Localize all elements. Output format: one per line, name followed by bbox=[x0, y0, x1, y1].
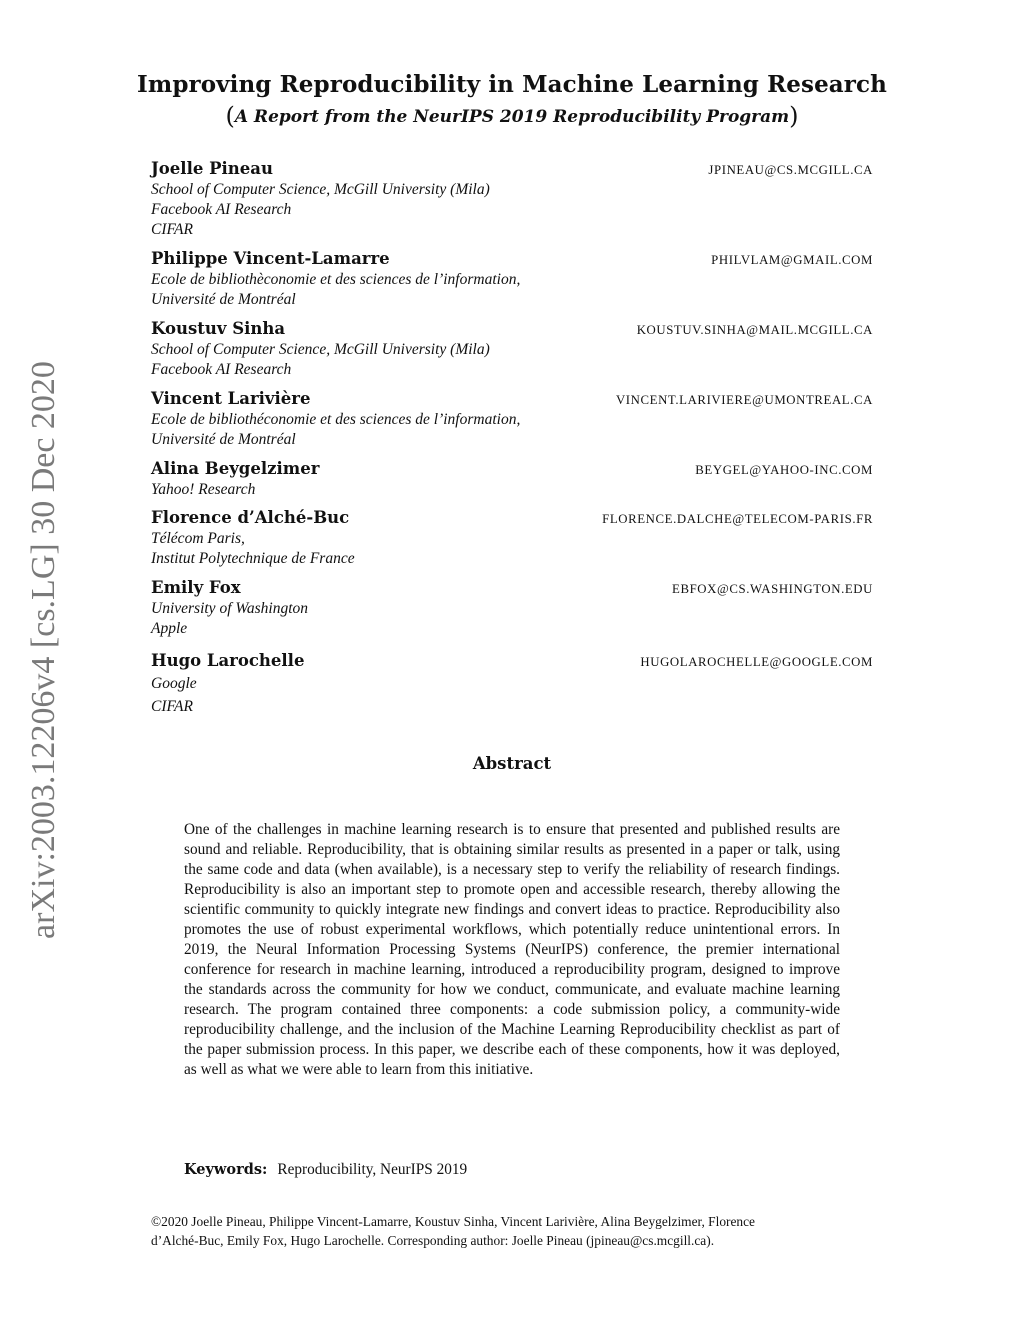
author-affiliation: Institut Polytechnique de France bbox=[151, 550, 355, 567]
copyright-footnote bbox=[151, 1212, 853, 1250]
author-affiliation: CIFAR bbox=[151, 221, 193, 238]
keywords-label: Keywords: bbox=[184, 1161, 268, 1178]
paper-subtitle bbox=[0, 103, 1024, 130]
author-email[interactable]: EBFOX@CS.WASHINGTON.EDU bbox=[672, 582, 873, 596]
author-affiliation: Facebook AI Research bbox=[151, 361, 292, 378]
copyright-line: d’Alché-Buc, Emily Fox, Hugo Larochelle. Corresponding author: Joelle Pineau (jpineau@cs.mcgill.ca). bbox=[151, 1233, 715, 1248]
author-email[interactable]: JPINEAU@CS.MCGILL.CA bbox=[708, 163, 873, 177]
author-affiliation: Ecole de bibliothéconomie et des sciences de l’information, bbox=[151, 411, 521, 428]
author-affiliation: University of Washington bbox=[151, 600, 309, 617]
paper-title: Improving Reproducibility in Machine Learning Research bbox=[137, 71, 887, 98]
arxiv-identifier-stamp[interactable]: arXiv:2003.12206v4 [cs.LG] 30 Dec 2020 bbox=[25, 361, 62, 939]
author-email[interactable]: KOUSTUV.SINHA@MAIL.MCGILL.CA bbox=[636, 323, 873, 337]
subtitle-open-paren: ( bbox=[225, 102, 235, 130]
author-email[interactable]: BEYGEL@YAHOO-INC.COM bbox=[695, 463, 873, 477]
author-affiliation: Université de Montréal bbox=[151, 291, 296, 308]
author-name: Hugo Larochelle bbox=[151, 651, 305, 670]
author-name: Vincent Larivière bbox=[151, 389, 311, 408]
author-affiliation: Facebook AI Research bbox=[151, 201, 292, 218]
author-block bbox=[151, 388, 873, 450]
author-name: Emily Fox bbox=[151, 578, 241, 597]
author-name: Joelle Pineau bbox=[151, 159, 273, 178]
author-block bbox=[151, 158, 873, 240]
author-affiliation: School of Computer Science, McGill University (Mila) bbox=[151, 341, 490, 358]
author-affiliation: School of Computer Science, McGill University (Mila) bbox=[151, 181, 490, 198]
copyright-line: ©2020 Joelle Pineau, Philippe Vincent-Lamarre, Koustuv Sinha, Vincent Larivière, Alina Beygelzimer, Florence bbox=[151, 1214, 756, 1229]
author-affiliation: Université de Montréal bbox=[151, 431, 296, 448]
author-affiliation: Yahoo! Research bbox=[151, 481, 256, 498]
author-name: Philippe Vincent-Lamarre bbox=[151, 249, 390, 268]
keywords-value: Reproducibility, NeurIPS 2019 bbox=[277, 1161, 468, 1178]
author-email[interactable]: HUGOLAROCHELLE@GOOGLE.COM bbox=[640, 655, 873, 669]
author-block bbox=[151, 507, 873, 569]
author-block bbox=[151, 577, 873, 639]
author-affiliation: CIFAR bbox=[151, 698, 193, 715]
author-name: Florence d’Alché-Buc bbox=[151, 508, 350, 527]
author-name: Alina Beygelzimer bbox=[151, 459, 320, 478]
author-block bbox=[151, 458, 873, 500]
author-name: Koustuv Sinha bbox=[151, 319, 286, 338]
author-block bbox=[151, 650, 873, 718]
author-block bbox=[151, 248, 873, 310]
author-block bbox=[151, 318, 873, 380]
author-affiliation: Télécom Paris, bbox=[151, 530, 245, 547]
abstract-heading: Abstract bbox=[472, 754, 552, 773]
abstract-text: One of the challenges in machine learning research is to ensure that presented and published results are sound and reliable. Reproducibility, that is obtaining similar results as presented in a paper or talk, using the same code and data (when available), is a necessary step to verify the reliability of research findings. Reproducibility is also an important step to promote open and accessible research, thereby allowing the scientific community to quickly integrate new findings and convert ideas to practice. Reproducibility also promotes the use of robust experimental workflows, which potentially reduce unintentional errors. In 2019, the Neural Information Processing Systems (NeurIPS) conference, the premier international conference for research in machine learning, introduced a reproducibility program, designed to improve the standards across the community for how we conduct, communicate, and evaluate machine learning research. The program contained three components: a code submission policy, a community-wide reproducibility challenge, and the inclusion of the Machine Learning Reproducibility checklist as part of the paper submission process. In this paper, we describe each of these components, how it was deployed, as well as what we were able to learn from this initiative. bbox=[184, 821, 840, 1078]
author-email[interactable]: FLORENCE.DALCHE@TELECOM-PARIS.FR bbox=[602, 512, 873, 526]
author-affiliation: Ecole de bibliothèconomie et des sciences de l’information, bbox=[151, 271, 521, 288]
author-email[interactable]: VINCENT.LARIVIERE@UMONTREAL.CA bbox=[615, 393, 873, 407]
keywords-line bbox=[184, 1160, 467, 1180]
author-affiliation: Apple bbox=[151, 620, 188, 637]
author-email[interactable]: PHILVLAM@GMAIL.COM bbox=[711, 253, 873, 267]
author-affiliation: Google bbox=[151, 675, 197, 692]
subtitle-text: A Report from the NeurIPS 2019 Reproducibility Program bbox=[234, 107, 790, 127]
subtitle-close-paren: ) bbox=[789, 102, 799, 130]
